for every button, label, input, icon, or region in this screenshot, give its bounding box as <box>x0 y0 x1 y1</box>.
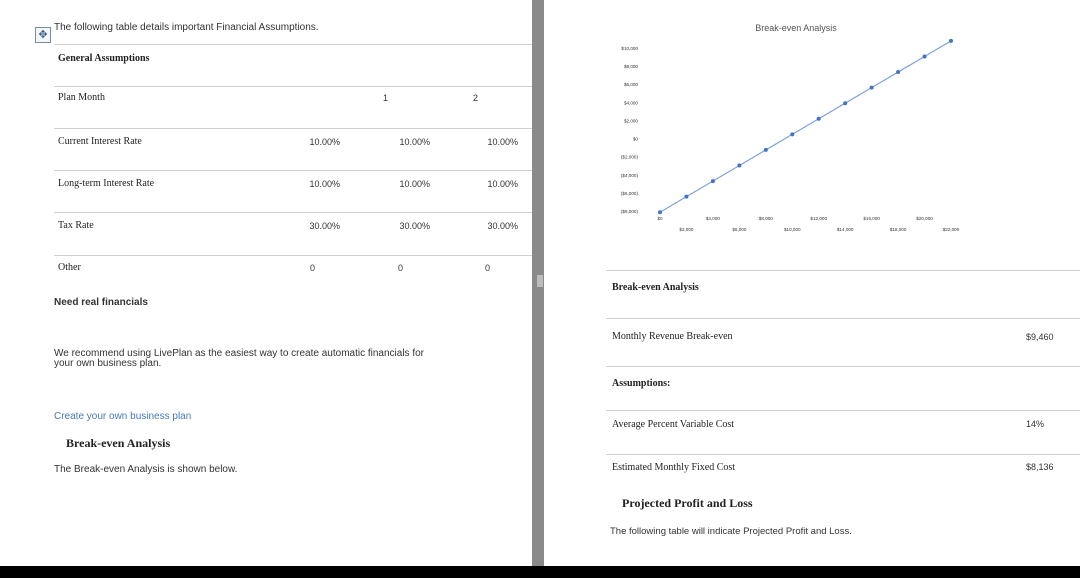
y-tick-label: ($4,000) <box>620 172 638 178</box>
recommend-text <box>54 349 424 369</box>
scroll-thumb[interactable] <box>537 275 543 287</box>
need-financials-heading: Need real financials <box>54 297 148 308</box>
row-label-current-interest: Current Interest Rate <box>58 136 142 147</box>
y-tick-label: $4,000 <box>623 100 638 106</box>
row-label-plan-month: Plan Month <box>58 92 105 103</box>
data-point <box>711 179 715 183</box>
cell-plan-month-2: 1 <box>382 93 388 103</box>
y-tick-label: $6,000 <box>623 82 638 88</box>
cell-current-interest-2: 10.00% <box>399 137 430 147</box>
x-tick-label: $2,000 <box>679 227 694 232</box>
y-tick-label: $2,000 <box>623 118 638 124</box>
data-point <box>817 117 821 121</box>
intro-text: The following table details important Financial Assumptions. <box>54 22 319 33</box>
cell-longterm-interest-3: 10.00% <box>487 179 518 189</box>
breakeven-heading: Break-even Analysis <box>66 436 171 450</box>
data-point <box>684 195 688 199</box>
cell-longterm-interest-1: 10.00% <box>309 179 340 189</box>
breakeven-description: The Break-even Analysis is shown below. <box>54 464 238 475</box>
cell-other-2: 0 <box>397 263 403 273</box>
y-axis-ticks <box>621 46 639 214</box>
cell-plan-month-3: 2 <box>472 93 478 103</box>
y-tick-label: ($6,000) <box>620 190 638 196</box>
data-point <box>737 164 741 168</box>
data-point <box>790 132 794 136</box>
cell-current-interest-1: 10.00% <box>309 137 340 147</box>
recommend-line-1: We recommend using LivePlan as the easiest way to create automatic financials for <box>54 348 424 359</box>
x-axis-ticks <box>657 216 959 232</box>
cell-other-1: 0 <box>309 263 315 273</box>
x-tick-label: $20,000 <box>916 216 933 221</box>
monthly-revenue-value: $9,460 <box>1026 332 1054 342</box>
x-tick-label: $22,000 <box>942 227 960 232</box>
avg-variable-cost-label: Average Percent Variable Cost <box>612 419 735 430</box>
y-tick-label: $8,000 <box>623 64 638 70</box>
x-tick-label: $8,000 <box>758 216 773 221</box>
data-point <box>843 101 847 105</box>
cell-current-interest-3: 10.00% <box>487 137 518 147</box>
recommend-line-2: your own business plan. <box>54 358 162 369</box>
cell-longterm-interest-2: 10.00% <box>399 179 430 189</box>
series-line <box>658 39 953 214</box>
x-tick-label: $16,000 <box>863 216 880 221</box>
create-business-plan-link[interactable]: Create your own business plan <box>54 411 192 422</box>
x-tick-label: $0 <box>657 216 663 221</box>
avg-variable-cost-value: 14% <box>1026 419 1045 429</box>
pl-heading: Projected Profit and Loss <box>622 496 753 510</box>
fixed-cost-label: Estimated Monthly Fixed Cost <box>612 462 736 473</box>
breakeven-chart <box>544 0 1080 240</box>
y-tick-label: $10,000 <box>621 46 638 51</box>
right-page <box>544 0 1080 566</box>
table-title: General Assumptions <box>58 53 150 64</box>
y-tick-label: ($8,000) <box>620 209 638 214</box>
series-polyline <box>660 41 951 212</box>
cell-other-3: 0 <box>484 263 490 273</box>
fixed-cost-value: $8,136 <box>1026 462 1054 472</box>
x-tick-label: $10,000 <box>783 227 801 232</box>
row-label-tax-rate: Tax Rate <box>58 220 94 231</box>
pl-description: The following table will indicate Projected Profit and Loss. <box>610 526 852 537</box>
cell-tax-rate-1: 30.00% <box>309 221 340 231</box>
data-point <box>896 70 900 74</box>
table-move-handle[interactable] <box>35 27 51 43</box>
row-label-longterm-interest: Long-term Interest Rate <box>58 178 155 189</box>
be-table-title: Break-even Analysis <box>612 282 699 293</box>
assumptions-label: Assumptions: <box>612 378 671 389</box>
monthly-revenue-label: Monthly Revenue Break-even <box>612 331 733 342</box>
x-tick-label: $4,000 <box>705 216 720 221</box>
y-tick-label: $0 <box>632 136 638 142</box>
data-point <box>658 210 662 214</box>
x-tick-label: $6,000 <box>732 227 747 232</box>
cell-tax-rate-3: 30.00% <box>487 221 518 231</box>
left-page <box>0 0 532 566</box>
move-arrows-icon: ✥ <box>38 28 48 41</box>
x-tick-label: $18,000 <box>889 227 907 232</box>
data-point <box>870 86 874 90</box>
x-tick-label: $14,000 <box>836 227 854 232</box>
data-point <box>949 39 953 43</box>
y-tick-label: ($2,000) <box>620 154 638 160</box>
row-label-other: Other <box>58 262 81 273</box>
data-point <box>923 54 927 58</box>
x-tick-label: $12,000 <box>810 216 828 221</box>
cell-tax-rate-2: 30.00% <box>399 221 430 231</box>
chart-title: Break-even Analysis <box>755 23 837 33</box>
data-point <box>764 148 768 152</box>
